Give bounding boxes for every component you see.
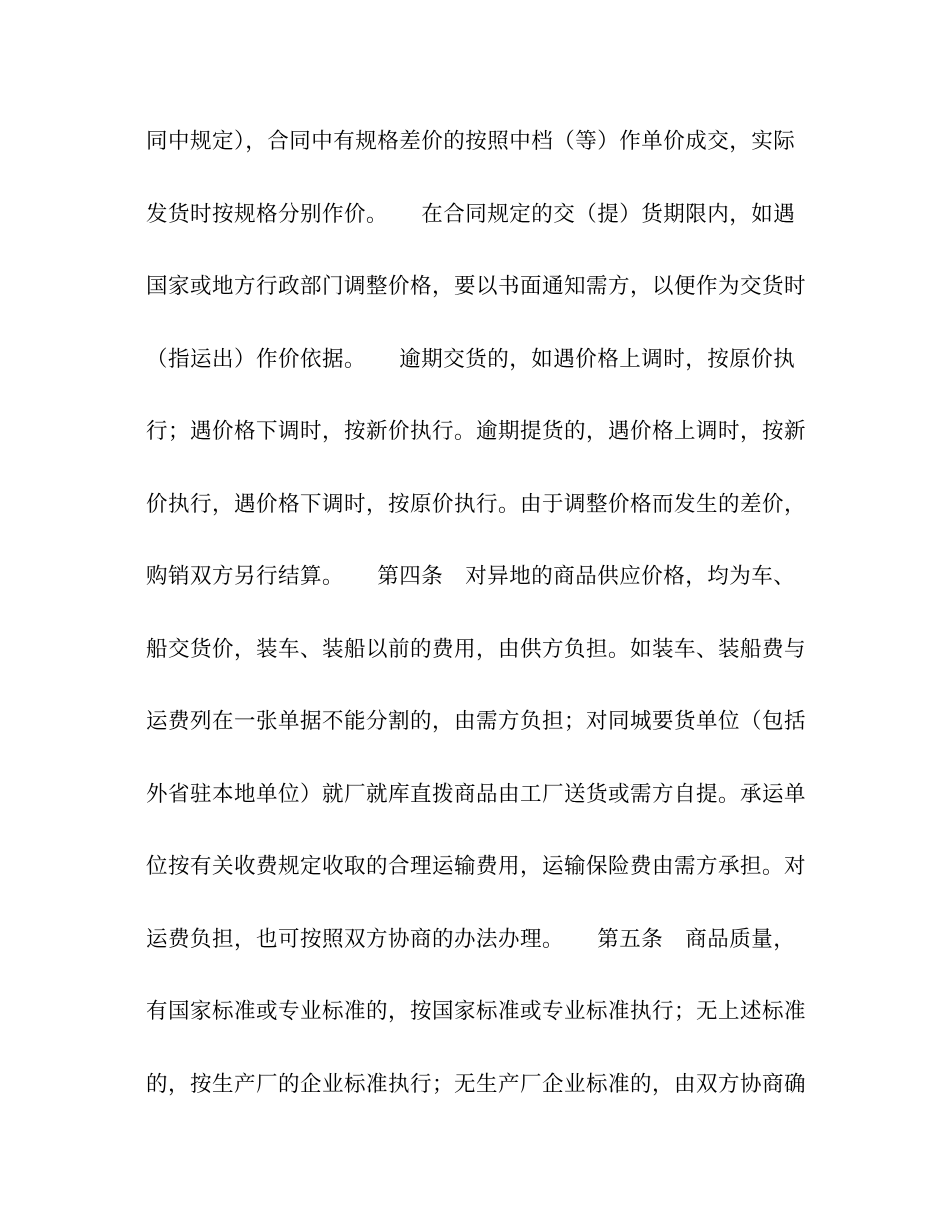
text-line: 有国家标准或专业标准的，按国家标准或专业标准执行；无上述标准 — [146, 999, 807, 1024]
text-line: 发货时按规格分别作价。 在合同规定的交（提）货期限内，如遇 — [146, 201, 796, 227]
text-line: 同中规定），合同中有规格差价的按照中档（等）作单价成交，实际 — [146, 129, 796, 154]
text-line: 运费列在一张单据不能分割的，由需方负担；对同城要货单位（包括 — [146, 709, 807, 734]
text-line: 国家或地方行政部门调整价格，要以书面通知需方，以便作为交货时 — [146, 274, 807, 299]
text-line: 的，按生产厂的企业标准执行；无生产厂企业标准的，由双方协商确 — [146, 1071, 807, 1097]
text-line: 位按有关收费规定收取的合理运输费用，运输保险费由需方承担。对 — [146, 854, 807, 879]
text-line: 行；遇价格下调时，按新价执行。逾期提货的，遇价格上调时，按新 — [146, 419, 807, 444]
text-line: 价执行，遇价格下调时，按原价执行。由于调整价格而发生的差价， — [146, 491, 807, 517]
text-line: 购销双方另行结算。 第四条 对异地的商品供应价格，均为车、 — [146, 564, 796, 589]
text-line: 船交货价，装车、装船以前的费用，由供方负担。如装车、装船费与 — [146, 636, 807, 662]
text-line: 运费负担，也可按照双方协商的办法办理。 第五条 商品质量， — [146, 926, 796, 952]
contract-body-text — [146, 118, 806, 1133]
text-line: （指运出）作价依据。 逾期交货的，如遇价格上调时，按原价执 — [146, 346, 796, 372]
text-line: 外省驻本地单位）就厂就库直拨商品由工厂送货或需方自提。承运单 — [146, 781, 807, 807]
